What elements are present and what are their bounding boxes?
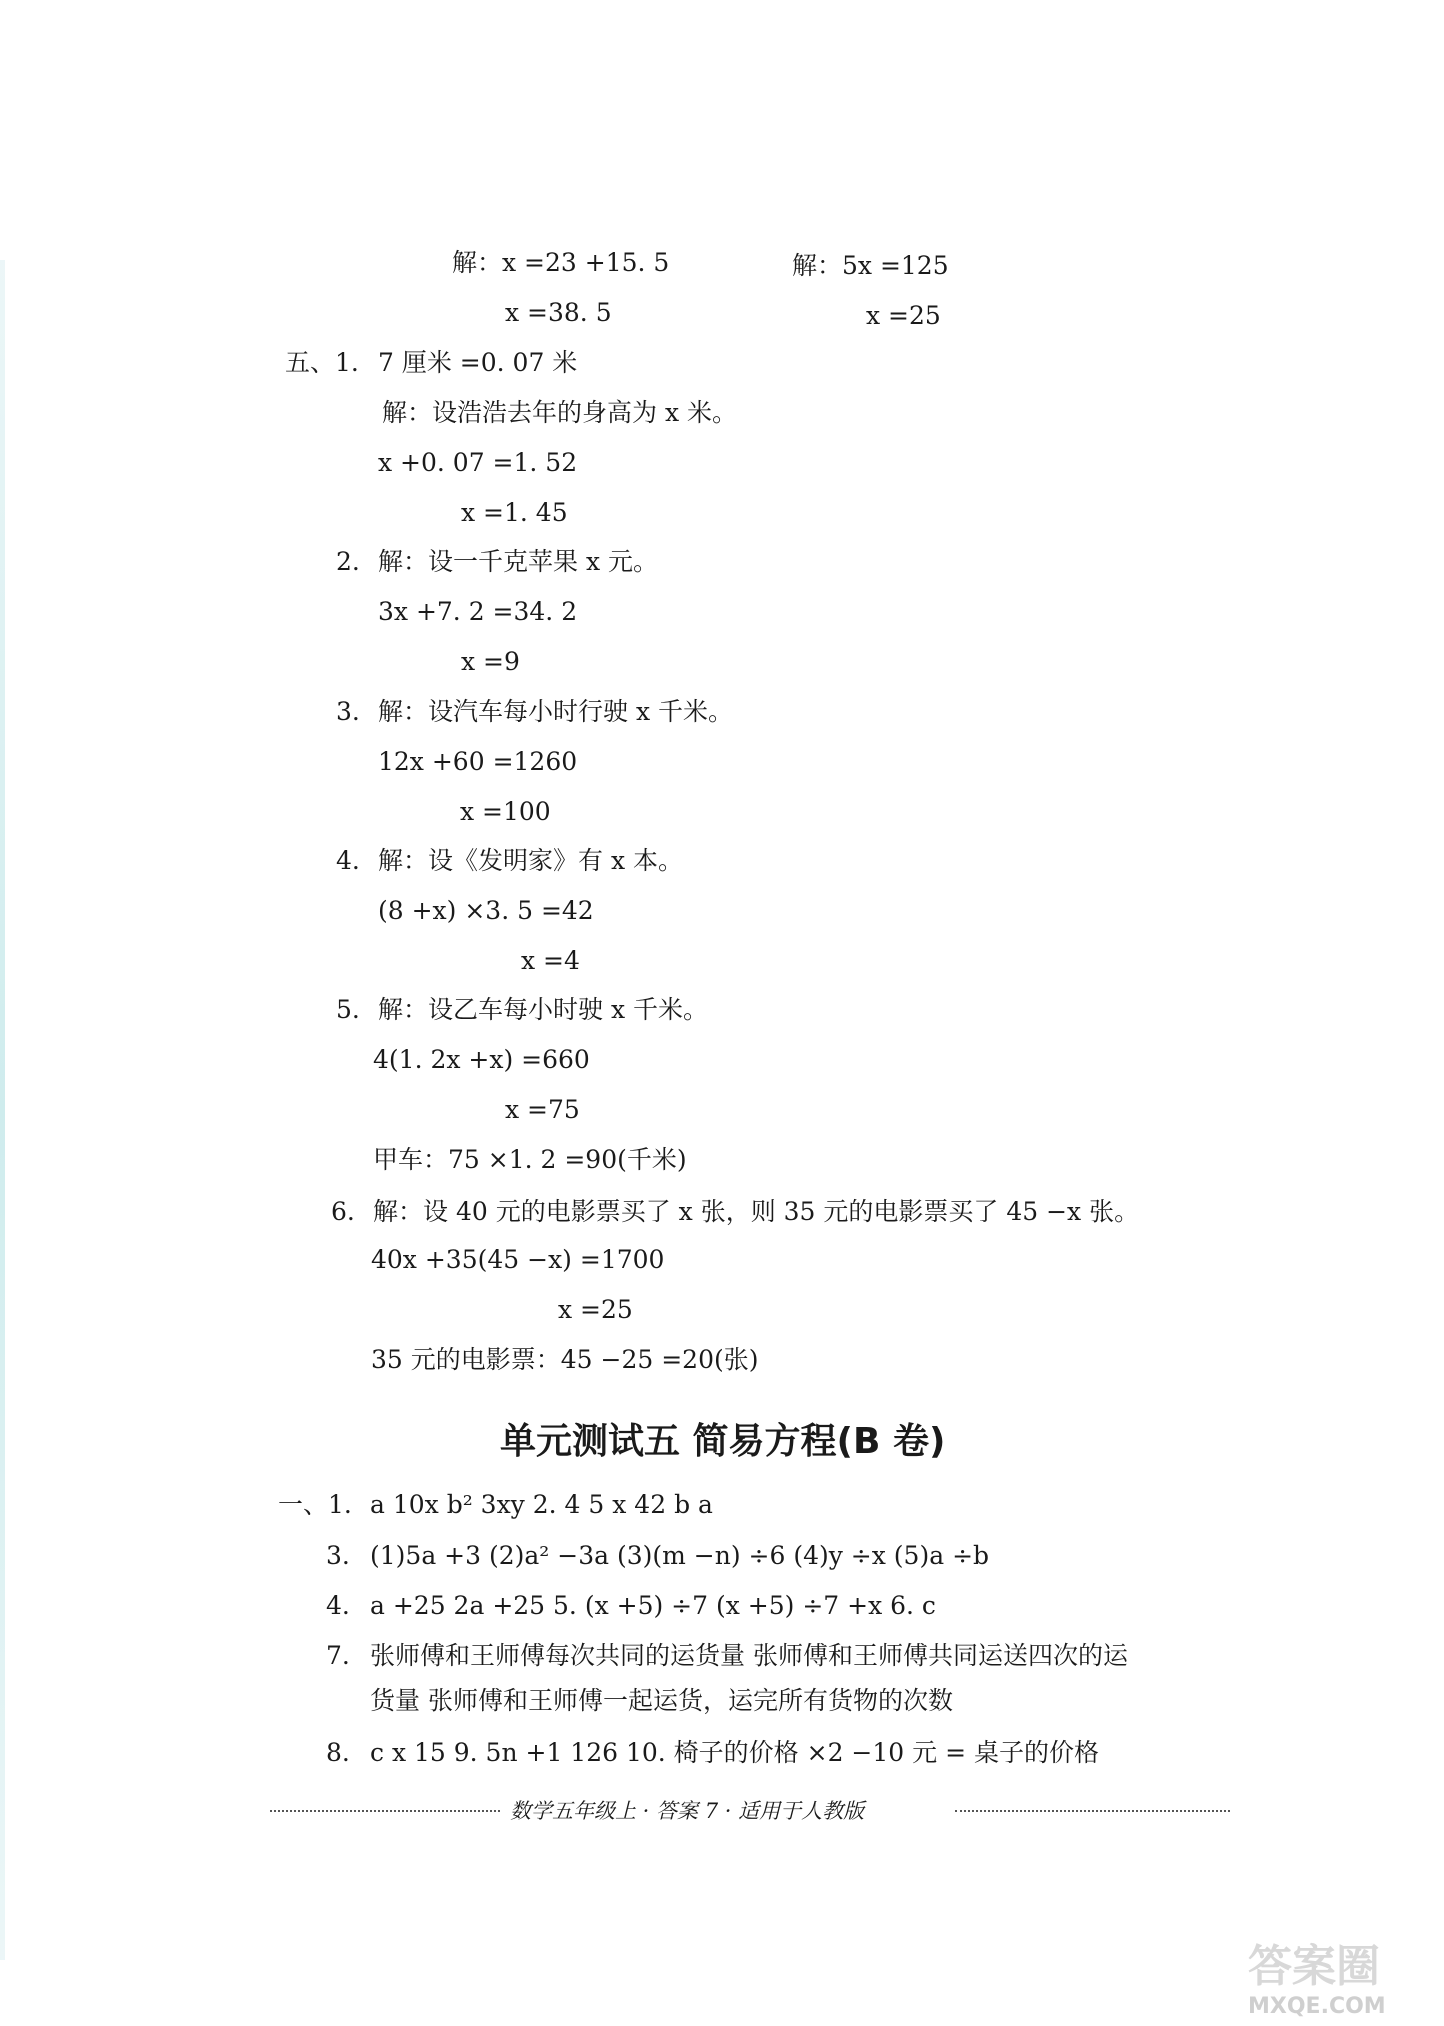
answer-line: 张师傅和王师傅每次共同的运货量 张师傅和王师傅共同运送四次的运 (370, 1641, 1128, 1670)
page-footer: 数学五年级上 · 答案 7 · 适用于人教版 (510, 1799, 865, 1823)
answer-line: a +25 2a +25 5. (x +5) ÷7 (x +5) ÷7 +x 6. c (370, 1591, 936, 1620)
page-edge-mark (0, 260, 5, 1960)
answer-line: 7 厘米 =0. 07 米 (378, 348, 578, 377)
question-number: 8. (326, 1738, 350, 1767)
answer-line: 35 元的电影票：45 −25 =20(张) (371, 1345, 759, 1374)
question-number: 4. (326, 1591, 350, 1620)
answer-line: a 10x b² 3xy 2. 4 5 x 42 b a (370, 1490, 713, 1519)
question-number: 五、1. (285, 348, 359, 377)
answer-line: x =38. 5 (505, 298, 612, 327)
footer-rule-right (955, 1810, 1230, 1812)
question-number: 7. (326, 1641, 350, 1670)
answer-line: x =25 (558, 1295, 633, 1324)
answer-line: x =9 (461, 647, 520, 676)
answer-line: 12x +60 =1260 (378, 747, 578, 776)
answer-line: 40x +35(45 −x) =1700 (371, 1245, 665, 1274)
watermark-logo: 答案圈 (1248, 1941, 1380, 1992)
section-title: 单元测试五 简易方程(B 卷) (500, 1421, 946, 1462)
answer-line: 3x +7. 2 =34. 2 (378, 597, 578, 626)
answer-line: x =4 (521, 946, 580, 975)
question-number: 一、1. (278, 1490, 352, 1519)
footer-rule-left (270, 1810, 500, 1812)
answer-line: 解：5x =125 (792, 251, 949, 280)
answer-line: x =100 (460, 797, 551, 826)
answer-line: 解：设乙车每小时驶 x 千米。 (378, 995, 708, 1024)
question-number: 5. (336, 995, 360, 1024)
watermark-url: MXQE.COM (1248, 1994, 1386, 2019)
answer-line: 4(1. 2x +x) =660 (373, 1045, 590, 1074)
answer-line: (1)5a +3 (2)a² −3a (3)(m −n) ÷6 (4)y ÷x (5)a ÷b (370, 1541, 990, 1570)
question-number: 3. (326, 1541, 350, 1570)
question-number: 2. (336, 547, 360, 576)
answer-line: x =75 (505, 1095, 580, 1124)
watermark (1248, 1930, 1438, 2020)
question-number: 6. (331, 1197, 355, 1226)
answer-line: 解：设汽车每小时行驶 x 千米。 (378, 697, 733, 726)
answer-line: x =25 (866, 301, 941, 330)
answer-line: 解：设《发明家》有 x 本。 (378, 846, 683, 875)
answer-line: 解：x =23 +15. 5 (452, 248, 670, 277)
answer-line: 解：设一千克苹果 x 元。 (378, 547, 658, 576)
answer-line: c x 15 9. 5n +1 126 10. 椅子的价格 ×2 −10 元 = 桌子的价格 (370, 1738, 1099, 1767)
answer-line: 解：设 40 元的电影票买了 x 张，则 35 元的电影票买了 45 −x 张。 (373, 1197, 1140, 1226)
answer-line: 货量 张师傅和王师傅一起运货，运完所有货物的次数 (370, 1686, 953, 1715)
answer-line: x =1. 45 (461, 498, 568, 527)
answer-line: 解：设浩浩去年的身高为 x 米。 (382, 398, 737, 427)
answer-line: 甲车：75 ×1. 2 =90(千米) (373, 1145, 687, 1174)
question-number: 4. (336, 846, 360, 875)
answer-line: (8 +x) ×3. 5 =42 (378, 896, 594, 925)
question-number: 3. (336, 697, 360, 726)
answer-line: x +0. 07 =1. 52 (378, 448, 578, 477)
